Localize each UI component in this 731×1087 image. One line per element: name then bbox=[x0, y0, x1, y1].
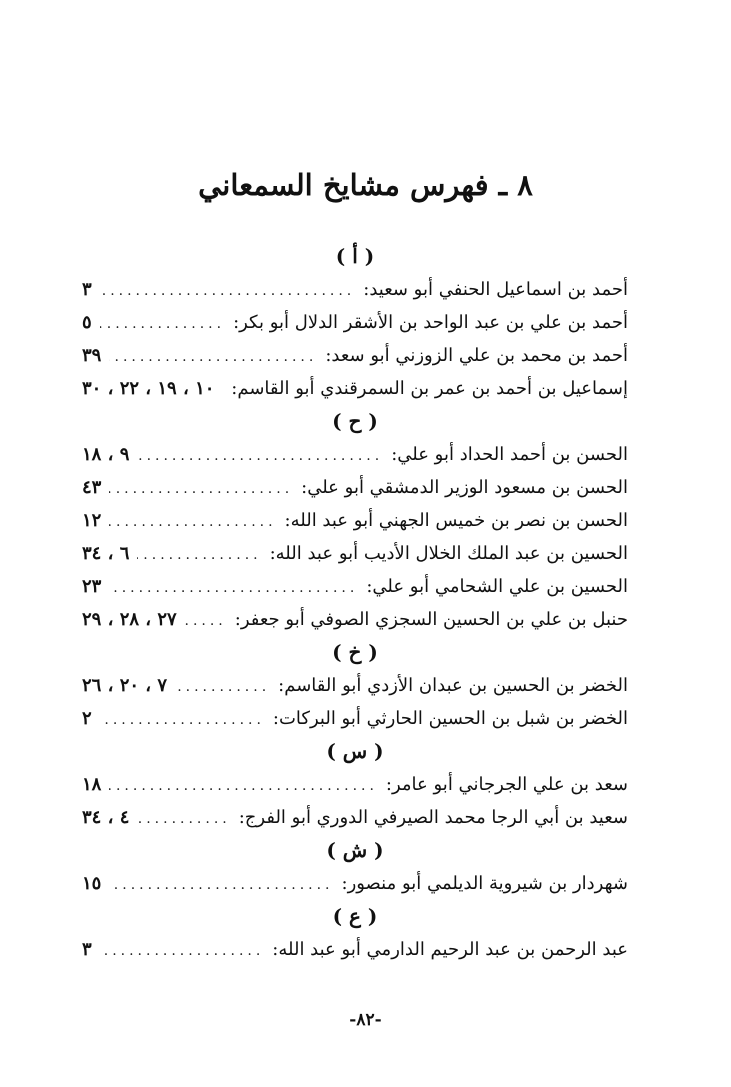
entry-pages: ١٥ bbox=[82, 873, 102, 894]
list-item bbox=[82, 273, 628, 306]
entry-name: إسماعيل بن أحمد بن عمر بن السمرقندي أبو القاسم: bbox=[231, 378, 628, 399]
entry-pages: ٣٩ bbox=[82, 345, 102, 366]
section-heading: ( ع ) bbox=[332, 904, 378, 928]
entry-name: الحسن بن أحمد الحداد أبو علي: bbox=[391, 444, 628, 465]
entry-pages: ٢٣ bbox=[82, 576, 102, 597]
entry-pages: ١٨ bbox=[82, 774, 102, 795]
list-item bbox=[82, 537, 628, 570]
entry-pages: ١٢ bbox=[82, 510, 102, 531]
section-heading: ( ح ) bbox=[332, 409, 378, 433]
entry-name: سعد بن علي الجرجاني أبو عامر: bbox=[385, 774, 628, 795]
page-title: ٨ ـ فهرس مشايخ السمعاني bbox=[198, 168, 533, 202]
entry-pages: ٩ ، ١٨ bbox=[82, 444, 130, 465]
entry-pages: ٣ bbox=[82, 939, 92, 960]
entry-pages: ٣ bbox=[82, 279, 92, 300]
dot-leader bbox=[137, 539, 261, 572]
list-item bbox=[82, 768, 628, 801]
entry-name: الحسين بن عبد الملك الخلال الأديب أبو عبد الله: bbox=[269, 543, 628, 564]
section-heading: ( س ) bbox=[326, 739, 384, 763]
entry-name: الحسن بن مسعود الوزير الدمشقي أبو علي: bbox=[301, 477, 628, 498]
dot-leader bbox=[109, 869, 333, 902]
list-item bbox=[82, 438, 628, 471]
dot-leader bbox=[109, 572, 358, 605]
list-item bbox=[82, 603, 628, 636]
list-item bbox=[82, 306, 628, 339]
entry-name: الحسين بن علي الشحامي أبو علي: bbox=[366, 576, 628, 597]
entry-name: حنبل بن علي بن الحسين السجزي الصوفي أبو جعفر: bbox=[234, 609, 628, 630]
dot-leader bbox=[175, 671, 270, 704]
dot-leader bbox=[109, 341, 317, 374]
dot-leader bbox=[185, 605, 227, 638]
dot-leader bbox=[100, 275, 356, 308]
entry-name: الخضر بن الحسين بن عبدان الأزدي أبو القاسم: bbox=[278, 675, 628, 696]
entry-pages: ٤٣ bbox=[82, 477, 102, 498]
entry-pages: ٤ ، ٣٤ bbox=[82, 807, 130, 828]
list-item bbox=[82, 471, 628, 504]
section-heading: ( خ ) bbox=[332, 640, 378, 664]
dot-leader bbox=[137, 803, 230, 836]
list-item bbox=[82, 801, 628, 834]
entry-name: الحسن بن نصر بن خميس الجهني أبو عبد الله: bbox=[284, 510, 628, 531]
index-list bbox=[82, 240, 628, 966]
list-item bbox=[82, 570, 628, 603]
list-item bbox=[82, 867, 628, 900]
entry-name: سعيد بن أبي الرجا محمد الصيرفي الدوري أبو الفرج: bbox=[238, 807, 628, 828]
entry-name: شهردار بن شيروية الديلمي أبو منصور: bbox=[341, 873, 628, 894]
dot-leader bbox=[222, 374, 223, 407]
list-item bbox=[82, 933, 628, 966]
entry-pages: ١٠ ، ١٩ ، ٢٢ ، ٣٠ bbox=[82, 378, 215, 399]
dot-leader bbox=[100, 308, 225, 341]
entry-name: أحمد بن علي بن عبد الواحد بن الأشقر الدلال أبو بكر: bbox=[233, 312, 628, 333]
list-item bbox=[82, 339, 628, 372]
entry-name: عبد الرحمن بن عبد الرحيم الدارمي أبو عبد الله: bbox=[272, 939, 628, 960]
section-heading: ( أ ) bbox=[335, 244, 375, 268]
dot-leader bbox=[137, 440, 383, 473]
entry-pages: ٦ ، ٣٤ bbox=[82, 543, 130, 564]
list-item bbox=[82, 702, 628, 735]
list-item bbox=[82, 669, 628, 702]
section-heading: ( ش ) bbox=[326, 838, 384, 862]
dot-leader bbox=[109, 473, 293, 506]
list-item bbox=[82, 504, 628, 537]
dot-leader bbox=[109, 506, 276, 539]
entry-name: أحمد بن محمد بن علي الزوزني أبو سعد: bbox=[325, 345, 628, 366]
dot-leader bbox=[109, 770, 378, 803]
dot-leader bbox=[100, 935, 265, 968]
entry-pages: ٧ ، ٢٠ ، ٢٦ bbox=[82, 675, 168, 696]
dot-leader bbox=[100, 704, 265, 737]
entry-name: الخضر بن شبل بن الحسين الحارثي أبو البركات: bbox=[272, 708, 628, 729]
list-item bbox=[82, 372, 628, 405]
entry-name: أحمد بن اسماعيل الحنفي أبو سعيد: bbox=[363, 279, 628, 300]
page-number: -٨٢- bbox=[349, 1010, 382, 1030]
entry-pages: ٥ bbox=[82, 312, 92, 333]
entry-pages: ٢٧ ، ٢٨ ، ٢٩ bbox=[82, 609, 177, 630]
entry-pages: ٢ bbox=[82, 708, 92, 729]
